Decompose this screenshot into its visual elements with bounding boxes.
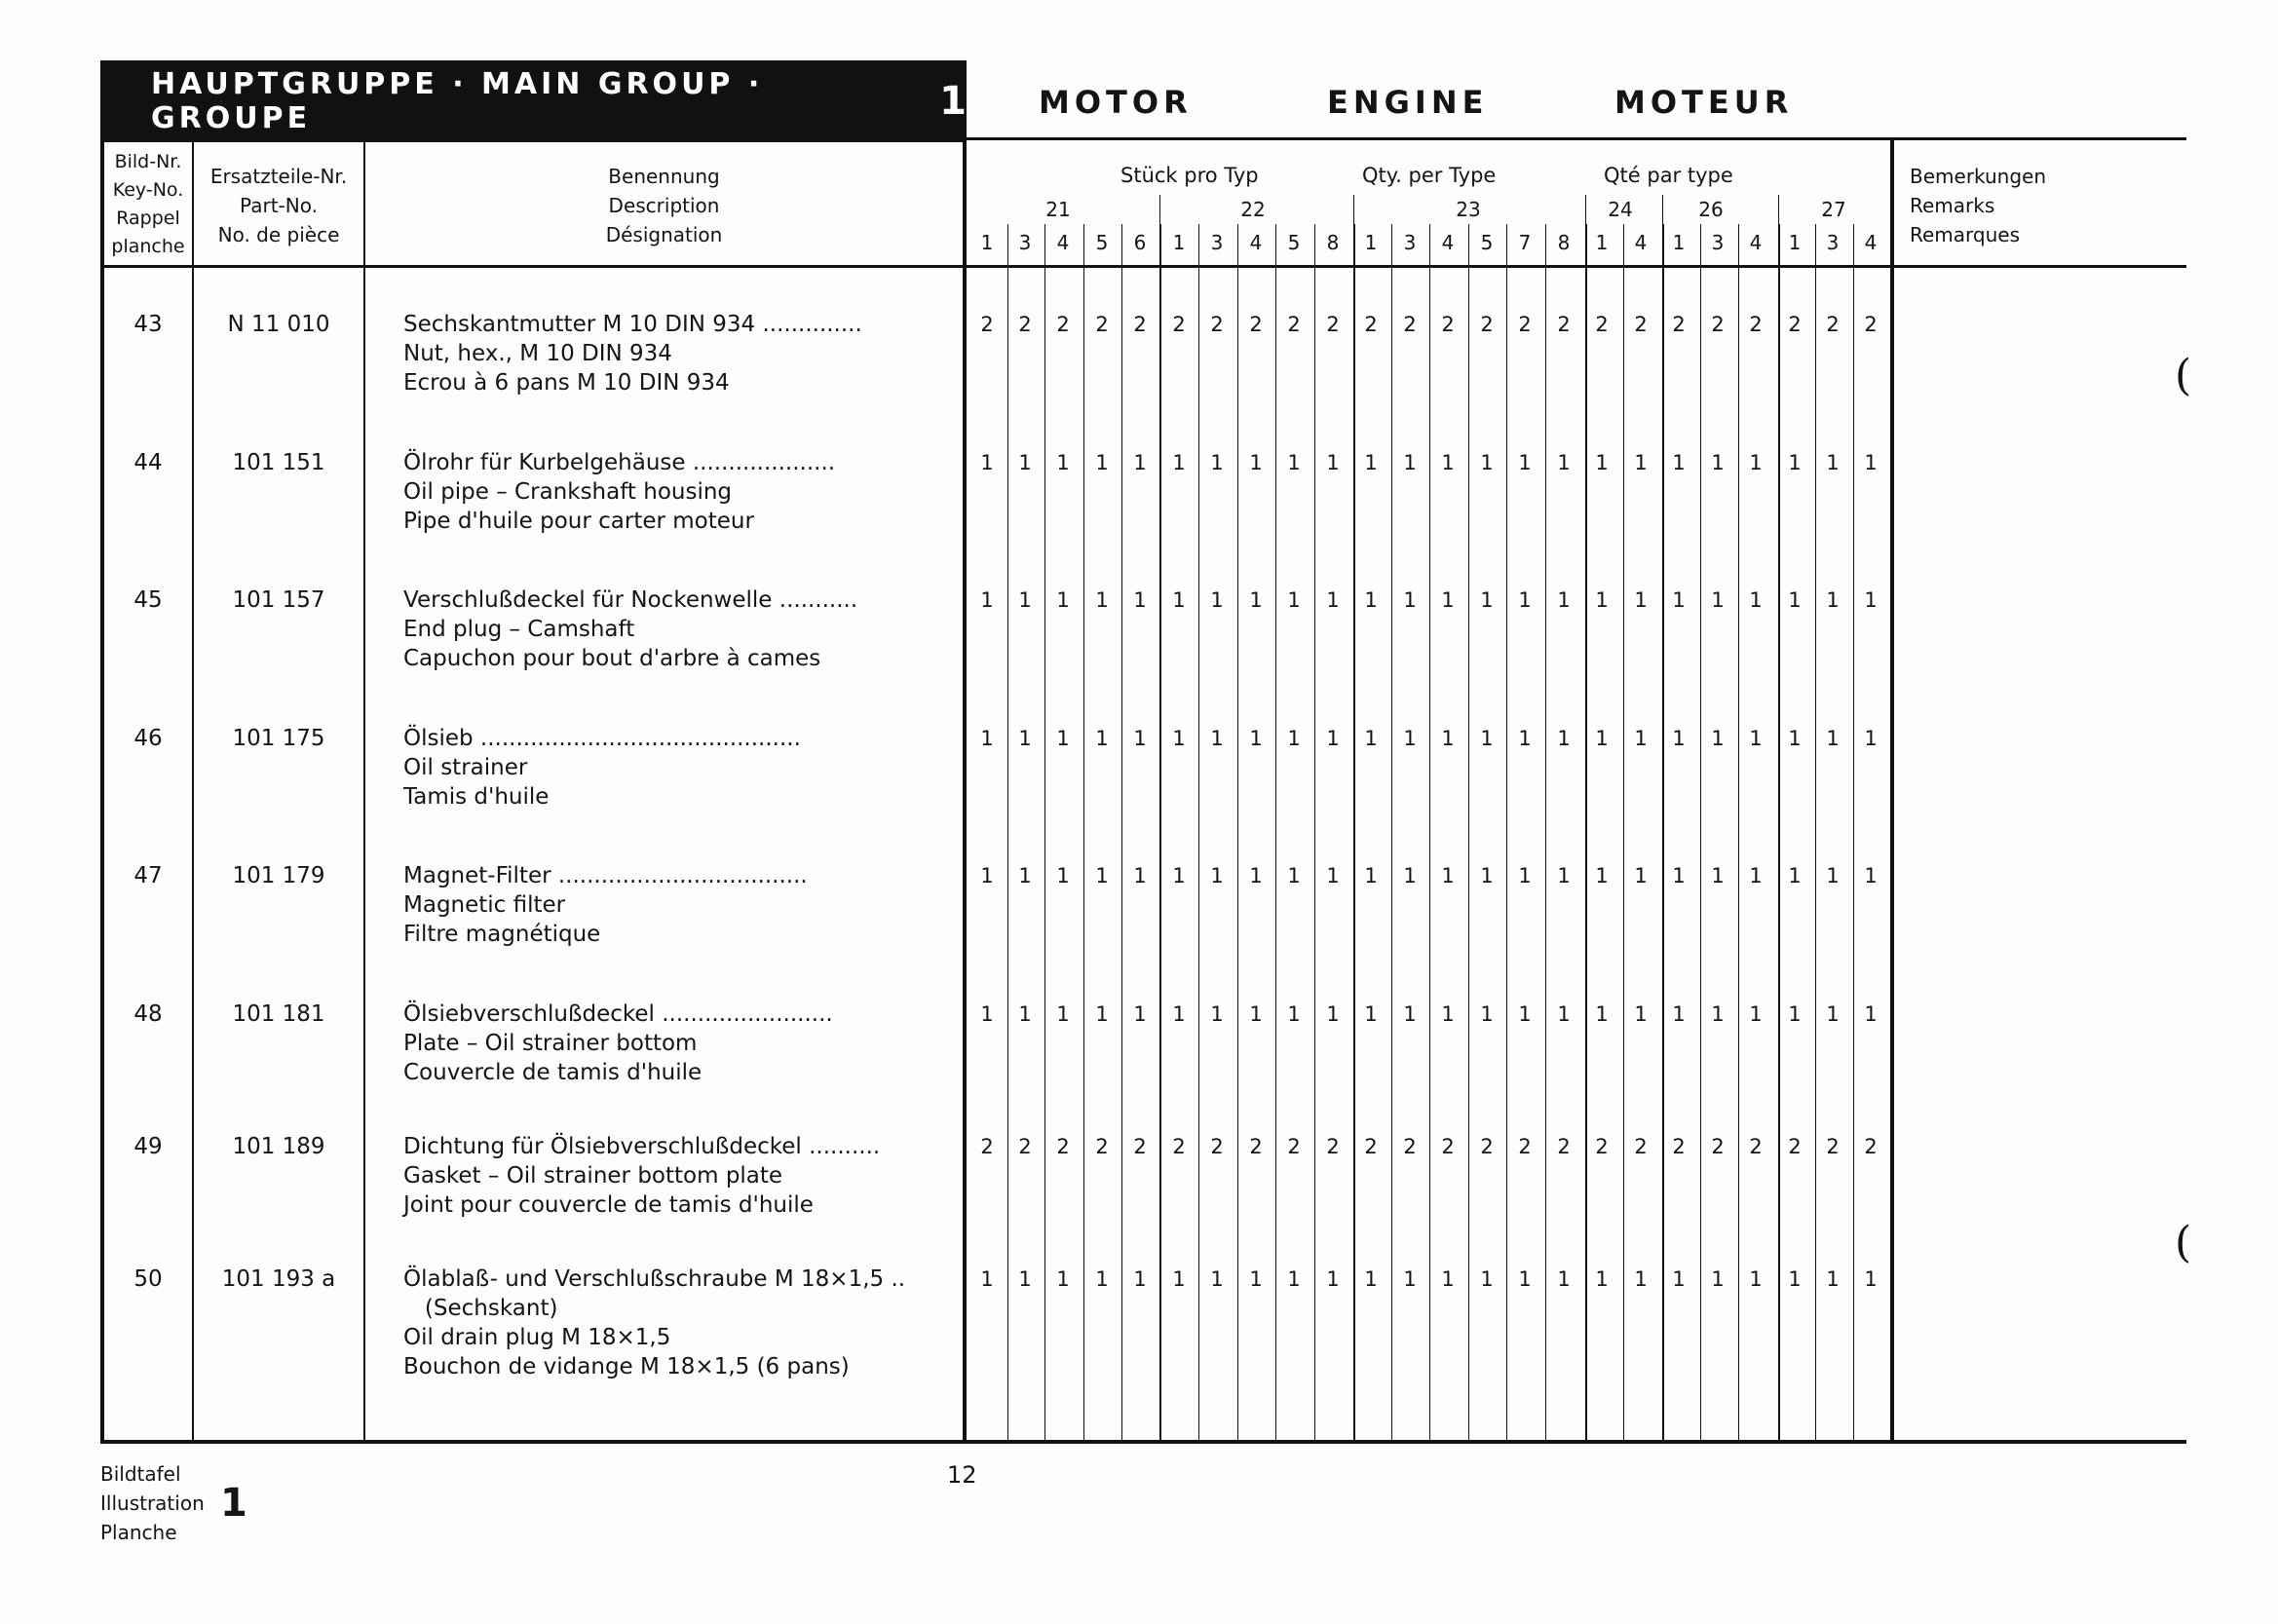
quantity-cell: 1 [1595, 451, 1609, 474]
part-number: 101 175 [232, 726, 325, 751]
quantity-cell: 1 [1249, 727, 1263, 750]
qty-header-de: Stück pro Typ [1120, 164, 1259, 187]
quantity-cell: 1 [1441, 451, 1455, 474]
group-banner [100, 60, 967, 142]
subtype-label: 4 [1441, 231, 1455, 254]
quantity-cell: 1 [1480, 451, 1494, 474]
section-title-en: ENGINE [1327, 84, 1489, 121]
quantity-cell: 1 [1480, 727, 1494, 750]
quantity-cell: 1 [1172, 1267, 1186, 1291]
quantity-cell: 1 [1018, 451, 1032, 474]
qty-header-fr: Qté par type [1604, 164, 1733, 187]
quantity-cell: 1 [1826, 1267, 1840, 1291]
qty-column-line [1662, 224, 1664, 1442]
qty-column-line [1468, 224, 1469, 1442]
quantity-cell: 1 [1287, 588, 1301, 612]
quantity-cell: 2 [1133, 313, 1147, 336]
margin-mark: ( [2175, 351, 2192, 400]
quantity-cell: 1 [1210, 727, 1224, 750]
quantity-cell: 1 [1133, 1002, 1147, 1026]
quantity-cell: 2 [1826, 1135, 1840, 1158]
quantity-cell: 1 [1018, 1267, 1032, 1291]
quantity-cell: 2 [1788, 1135, 1802, 1158]
quantity-cell: 1 [1326, 588, 1340, 612]
quantity-cell: 1 [1711, 864, 1725, 888]
subtype-label: 4 [1864, 231, 1878, 254]
quantity-cell: 1 [1634, 864, 1648, 888]
quantity-cell: 2 [1172, 1135, 1186, 1158]
quantity-cell: 1 [1749, 727, 1763, 750]
qty-column-line [1778, 224, 1780, 1442]
quantity-cell: 1 [1210, 588, 1224, 612]
subtype-label: 3 [1711, 231, 1725, 254]
part-description: Dichtung für Ölsiebverschlußdeckel .......... Gasket – Oil strainer bottom plate Joint pour couvercle de tamis d'huile [403, 1134, 881, 1218]
quantity-cell: 2 [1480, 1135, 1494, 1158]
quantity-cell: 2 [1634, 1135, 1648, 1158]
quantity-cell: 1 [1634, 1267, 1648, 1291]
quantity-cell: 1 [1364, 451, 1378, 474]
key-number: 44 [133, 450, 163, 475]
margin-mark: ( [2175, 1218, 2192, 1267]
quantity-cell: 1 [1287, 864, 1301, 888]
quantity-cell: 2 [1403, 313, 1417, 336]
quantity-cell: 1 [980, 451, 994, 474]
quantity-cell: 1 [1557, 451, 1571, 474]
quantity-cell: 2 [1249, 1135, 1263, 1158]
part-number: N 11 010 [227, 312, 330, 337]
quantity-cell: 1 [1864, 864, 1878, 888]
quantity-cell: 1 [1826, 864, 1840, 888]
quantity-cell: 1 [1672, 727, 1686, 750]
quantity-cell: 1 [1249, 1267, 1263, 1291]
part-description: Ölrohr für Kurbelgehäuse .................... Oil pipe – Crankshaft housing Pipe d'huile pour carter moteur [403, 450, 836, 534]
quantity-cell: 2 [1210, 313, 1224, 336]
quantity-cell: 1 [1403, 1267, 1417, 1291]
quantity-cell: 1 [1518, 588, 1532, 612]
quantity-cell: 1 [1557, 1267, 1571, 1291]
quantity-cell: 1 [1480, 1002, 1494, 1026]
page-number: 12 [947, 1461, 977, 1489]
quantity-cell: 2 [1287, 1135, 1301, 1158]
header-bottom-rule [100, 265, 2186, 268]
quantity-cell: 2 [1364, 313, 1378, 336]
subtype-label: 3 [1210, 231, 1224, 254]
table-bottom-rule [100, 1440, 2186, 1444]
quantity-cell: 1 [1095, 1002, 1109, 1026]
quantity-cell: 1 [1788, 864, 1802, 888]
quantity-cell: 2 [1326, 313, 1340, 336]
quantity-cell: 1 [1749, 451, 1763, 474]
part-description: Verschlußdeckel für Nockenwelle ........... End plug – Camshaft Capuchon pour bout d'arbre à cames [403, 587, 858, 671]
key-number: 45 [133, 587, 163, 613]
quantity-cell: 2 [1364, 1135, 1378, 1158]
quantity-cell: 2 [1672, 313, 1686, 336]
subtype-label: 4 [1249, 231, 1263, 254]
key-number: 43 [133, 312, 163, 337]
subtype-label: 1 [1595, 231, 1609, 254]
quantity-cell: 1 [1634, 588, 1648, 612]
quantity-cell: 1 [1403, 864, 1417, 888]
quantity-cell: 1 [1403, 451, 1417, 474]
quantity-cell: 1 [1864, 727, 1878, 750]
quantity-cell: 1 [1711, 1267, 1725, 1291]
quantity-cell: 2 [1133, 1135, 1147, 1158]
quantity-cell: 1 [1326, 727, 1340, 750]
header-top-rule [967, 137, 2186, 140]
quantity-cell: 1 [1172, 727, 1186, 750]
quantity-cell: 1 [1441, 727, 1455, 750]
subtype-label: 1 [1172, 231, 1186, 254]
quantity-cell: 1 [1711, 1002, 1725, 1026]
quantity-cell: 1 [1326, 864, 1340, 888]
part-no-header: Ersatzteile-Nr. Part-No. No. de pièce [209, 165, 348, 246]
quantity-cell: 1 [1595, 1002, 1609, 1026]
quantity-cell: 1 [1133, 1267, 1147, 1291]
quantity-cell: 1 [1749, 1002, 1763, 1026]
quantity-cell: 1 [1672, 864, 1686, 888]
quantity-cell: 1 [1287, 727, 1301, 750]
quantity-cell: 2 [1441, 1135, 1455, 1158]
quantity-cell: 2 [1095, 1135, 1109, 1158]
quantity-cell: 1 [1441, 588, 1455, 612]
subtype-label: 4 [1749, 231, 1763, 254]
quantity-cell: 1 [1672, 1002, 1686, 1026]
quantity-cell: 1 [1056, 451, 1070, 474]
qty-header-en: Qty. per Type [1362, 164, 1497, 187]
quantity-cell: 2 [980, 1135, 994, 1158]
quantity-cell: 1 [1480, 588, 1494, 612]
quantity-cell: 1 [980, 727, 994, 750]
part-description: Sechskantmutter M 10 DIN 934 .............. Nut, hex., M 10 DIN 934 Ecrou à 6 pans M 10 DIN 934 [403, 312, 862, 396]
subtype-label: 6 [1133, 231, 1147, 254]
quantity-cell: 1 [1326, 1267, 1340, 1291]
type-label: 23 [1456, 198, 1481, 221]
quantity-cell: 1 [1864, 451, 1878, 474]
subtype-label: 1 [1672, 231, 1686, 254]
quantity-cell: 1 [1441, 1002, 1455, 1026]
quantity-cell: 2 [1557, 313, 1571, 336]
part-number: 101 179 [232, 863, 325, 888]
group-number: 1 [939, 79, 967, 124]
quantity-cell: 1 [1364, 1002, 1378, 1026]
quantity-cell: 2 [1441, 313, 1455, 336]
quantity-cell: 1 [1864, 1267, 1878, 1291]
quantity-cell: 1 [1249, 864, 1263, 888]
section-title-fr: MOTEUR [1614, 84, 1794, 121]
part-number: 101 157 [232, 587, 325, 613]
quantity-cell: 2 [1518, 313, 1532, 336]
quantity-cell: 1 [1826, 1002, 1840, 1026]
quantity-cell: 2 [1826, 313, 1840, 336]
quantity-cell: 1 [1056, 1002, 1070, 1026]
quantity-cell: 1 [1749, 588, 1763, 612]
part-number: 101 193 a [221, 1266, 336, 1292]
qty-column-line [1275, 224, 1276, 1442]
quantity-cell: 1 [1672, 451, 1686, 474]
quantity-cell: 2 [1749, 1135, 1763, 1158]
quantity-cell: 2 [1210, 1135, 1224, 1158]
key-number: 50 [133, 1266, 163, 1292]
quantity-cell: 1 [1788, 1002, 1802, 1026]
quantity-cell: 1 [1287, 451, 1301, 474]
quantity-cell: 2 [1518, 1135, 1532, 1158]
quantity-cell: 1 [1518, 1002, 1532, 1026]
quantity-cell: 2 [1287, 313, 1301, 336]
quantity-cell: 1 [1441, 1267, 1455, 1291]
quantity-cell: 1 [1326, 1002, 1340, 1026]
qty-column-line [1314, 224, 1315, 1442]
quantity-cell: 1 [1557, 588, 1571, 612]
qty-column-line [1429, 224, 1430, 1442]
qty-column-line [1545, 224, 1546, 1442]
qty-column-line [1121, 224, 1122, 1442]
quantity-cell: 1 [1826, 727, 1840, 750]
qty-column-line [1815, 224, 1816, 1442]
quantity-cell: 1 [1595, 864, 1609, 888]
qty-column-line [1623, 224, 1624, 1442]
quantity-cell: 1 [1172, 588, 1186, 612]
qty-column-line [1391, 224, 1392, 1442]
subtype-label: 8 [1557, 231, 1571, 254]
col-divider-part [363, 142, 365, 1442]
quantity-cell: 1 [1095, 864, 1109, 888]
quantity-cell: 1 [1788, 727, 1802, 750]
quantity-cell: 1 [1441, 864, 1455, 888]
quantity-cell: 1 [980, 864, 994, 888]
col-divider-desc [963, 137, 967, 1442]
qty-column-line [1237, 224, 1238, 1442]
quantity-cell: 1 [1210, 1002, 1224, 1026]
type-label: 21 [1045, 198, 1071, 221]
qty-column-line [1738, 224, 1739, 1442]
key-number: 48 [133, 1001, 163, 1027]
quantity-cell: 1 [1364, 1267, 1378, 1291]
part-description: Magnet-Filter ................................... Magnetic filter Filtre magnétique [403, 863, 808, 947]
type-label: 27 [1821, 198, 1846, 221]
quantity-cell: 1 [1634, 1002, 1648, 1026]
plate-label: Bildtafel Illustration Planche [100, 1462, 205, 1544]
quantity-cell: 2 [1557, 1135, 1571, 1158]
quantity-cell: 1 [1672, 1267, 1686, 1291]
quantity-cell: 1 [1249, 1002, 1263, 1026]
quantity-cell: 1 [980, 588, 994, 612]
quantity-cell: 2 [1749, 313, 1763, 336]
quantity-cell: 2 [1595, 313, 1609, 336]
quantity-cell: 1 [1711, 727, 1725, 750]
part-number: 101 189 [232, 1134, 325, 1159]
quantity-cell: 2 [1249, 313, 1263, 336]
quantity-cell: 1 [1788, 588, 1802, 612]
quantity-cell: 1 [1788, 451, 1802, 474]
quantity-cell: 1 [1403, 1002, 1417, 1026]
quantity-cell: 1 [1826, 451, 1840, 474]
subtype-label: 8 [1326, 231, 1340, 254]
quantity-cell: 1 [1249, 451, 1263, 474]
quantity-cell: 2 [1056, 313, 1070, 336]
quantity-cell: 2 [1403, 1135, 1417, 1158]
subtype-label: 5 [1095, 231, 1109, 254]
quantity-cell: 1 [1826, 588, 1840, 612]
qty-column-line [1700, 224, 1701, 1442]
quantity-cell: 1 [1095, 727, 1109, 750]
type-label: 24 [1608, 198, 1633, 221]
quantity-cell: 2 [1480, 313, 1494, 336]
quantity-cell: 1 [1634, 727, 1648, 750]
description-header: Benennung Description Désignation [605, 165, 723, 246]
quantity-cell: 1 [1210, 451, 1224, 474]
quantity-cell: 1 [1518, 864, 1532, 888]
quantity-cell: 1 [1287, 1002, 1301, 1026]
quantity-cell: 1 [1749, 864, 1763, 888]
quantity-cell: 1 [1133, 451, 1147, 474]
quantity-cell: 2 [1018, 1135, 1032, 1158]
quantity-cell: 2 [1864, 313, 1878, 336]
quantity-cell: 1 [1403, 588, 1417, 612]
subtype-label: 1 [980, 231, 994, 254]
quantity-cell: 1 [1133, 588, 1147, 612]
quantity-cell: 2 [1018, 313, 1032, 336]
quantity-cell: 1 [1557, 1002, 1571, 1026]
quantity-cell: 1 [1095, 451, 1109, 474]
quantity-cell: 1 [1210, 864, 1224, 888]
quantity-cell: 1 [1711, 588, 1725, 612]
quantity-cell: 1 [1749, 1267, 1763, 1291]
type-label: 26 [1698, 198, 1724, 221]
quantity-cell: 1 [1711, 451, 1725, 474]
plate-number: 1 [220, 1481, 247, 1526]
quantity-cell: 1 [1210, 1267, 1224, 1291]
part-description: Ölablaß- und Verschlußschraube M 18×1,5 .. (Sechskant) Oil drain plug M 18×1,5 Bouchon de vidange M 18×1,5 (6 pans) [403, 1266, 906, 1379]
quantity-cell: 1 [1557, 727, 1571, 750]
quantity-cell: 1 [1095, 588, 1109, 612]
quantity-cell: 2 [1711, 313, 1725, 336]
quantity-cell: 1 [980, 1267, 994, 1291]
key-no-header: Bild-Nr. Key-No. Rappel planche [111, 151, 185, 257]
part-number: 101 181 [232, 1001, 325, 1027]
quantity-cell: 1 [1018, 1002, 1032, 1026]
qty-column-line [1506, 224, 1507, 1442]
part-description: Ölsieb ............................................. Oil strainer Tamis d'huile [403, 726, 801, 810]
quantity-cell: 1 [1364, 588, 1378, 612]
quantity-cell: 2 [1672, 1135, 1686, 1158]
qty-column-line [1853, 224, 1854, 1442]
quantity-cell: 1 [1364, 864, 1378, 888]
quantity-cell: 1 [1518, 727, 1532, 750]
quantity-cell: 2 [1634, 313, 1648, 336]
quantity-cell: 2 [1172, 313, 1186, 336]
quantity-cell: 2 [1595, 1135, 1609, 1158]
part-description: Ölsiebverschlußdeckel ........................ Plate – Oil strainer bottom Couvercle de tamis d'huile [403, 1001, 833, 1085]
quantity-cell: 1 [1864, 1002, 1878, 1026]
remarks-header: Bemerkungen Remarks Remarques [1910, 165, 2047, 246]
quantity-cell: 1 [1172, 451, 1186, 474]
subtype-label: 7 [1518, 231, 1532, 254]
subtype-label: 4 [1056, 231, 1070, 254]
subtype-label: 3 [1018, 231, 1032, 254]
quantity-cell: 1 [1056, 588, 1070, 612]
key-number: 46 [133, 726, 163, 751]
qty-column-line [1007, 224, 1008, 1442]
quantity-cell: 1 [1095, 1267, 1109, 1291]
quantity-cell: 1 [1056, 864, 1070, 888]
quantity-cell: 1 [1403, 727, 1417, 750]
quantity-cell: 1 [1018, 588, 1032, 612]
quantity-cell: 1 [1172, 864, 1186, 888]
quantity-cell: 1 [1326, 451, 1340, 474]
quantity-cell: 1 [1518, 451, 1532, 474]
quantity-cell: 1 [1480, 1267, 1494, 1291]
qty-column-line [1585, 224, 1587, 1442]
subtype-label: 4 [1634, 231, 1648, 254]
quantity-cell: 1 [1595, 727, 1609, 750]
quantity-cell: 1 [1056, 1267, 1070, 1291]
quantity-cell: 2 [1056, 1135, 1070, 1158]
quantity-cell: 1 [1480, 864, 1494, 888]
quantity-cell: 1 [1018, 727, 1032, 750]
col-divider-remarks [1890, 137, 1894, 1442]
quantity-cell: 1 [1133, 727, 1147, 750]
subtype-label: 3 [1403, 231, 1417, 254]
subtype-label: 1 [1788, 231, 1802, 254]
quantity-cell: 1 [1788, 1267, 1802, 1291]
qty-column-line [1159, 224, 1161, 1442]
qty-column-line [1353, 224, 1355, 1442]
qty-column-line [1044, 224, 1045, 1442]
key-number: 49 [133, 1134, 163, 1159]
quantity-cell: 1 [1672, 588, 1686, 612]
quantity-cell: 2 [1864, 1135, 1878, 1158]
quantity-cell: 1 [1864, 588, 1878, 612]
group-label: HAUPTGRUPPE · MAIN GROUP · GROUPE [151, 67, 764, 135]
quantity-cell: 1 [980, 1002, 994, 1026]
quantity-cell: 2 [1095, 313, 1109, 336]
quantity-cell: 1 [1634, 451, 1648, 474]
quantity-cell: 1 [1172, 1002, 1186, 1026]
quantity-cell: 1 [1249, 588, 1263, 612]
quantity-cell: 1 [1364, 727, 1378, 750]
key-number: 47 [133, 863, 163, 888]
subtype-label: 1 [1364, 231, 1378, 254]
quantity-cell: 1 [1557, 864, 1571, 888]
qty-column-line [1083, 224, 1084, 1442]
quantity-cell: 1 [1018, 864, 1032, 888]
quantity-cell: 1 [1595, 1267, 1609, 1291]
quantity-cell: 2 [1711, 1135, 1725, 1158]
subtype-label: 5 [1287, 231, 1301, 254]
quantity-cell: 1 [1056, 727, 1070, 750]
quantity-cell: 1 [1595, 588, 1609, 612]
quantity-cell: 2 [980, 313, 994, 336]
type-label: 22 [1240, 198, 1266, 221]
quantity-cell: 1 [1518, 1267, 1532, 1291]
section-title-de: MOTOR [1039, 84, 1193, 121]
quantity-cell: 1 [1133, 864, 1147, 888]
subtype-label: 3 [1826, 231, 1840, 254]
qty-column-line [1198, 224, 1199, 1442]
quantity-cell: 1 [1287, 1267, 1301, 1291]
part-number: 101 151 [232, 450, 325, 475]
subtype-label: 5 [1480, 231, 1494, 254]
quantity-cell: 2 [1326, 1135, 1340, 1158]
quantity-cell: 2 [1788, 313, 1802, 336]
